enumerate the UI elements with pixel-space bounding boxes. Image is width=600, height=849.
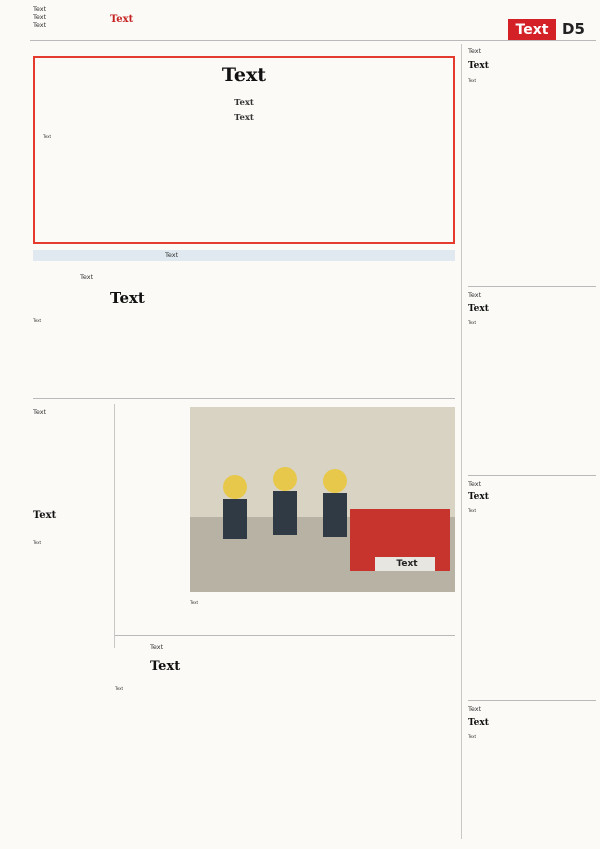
right-item-2-kicker: Text [468,291,482,299]
lead-subtitle-1: Text [234,98,254,108]
right-rule-2 [468,475,596,476]
story-b-kicker: Text [33,408,47,416]
right-item-3-body: Text [468,508,477,513]
story-a-title: Text [110,289,145,307]
right-rule-1 [468,286,596,287]
right-item-4-title: Text [468,718,489,728]
lead-title: Text [221,64,267,86]
story-b-body: Text [33,540,42,545]
story-a-kicker: Text [80,273,94,281]
lead-subtitle-2: Text [234,113,254,123]
lead-body: Text [43,134,52,139]
right-item-3-kicker: Text [468,480,482,488]
date-line: Text [33,5,47,13]
right-item-4-kicker: Text [468,705,482,713]
editor-line: Text [33,21,47,29]
story-c-kicker: Text [150,643,164,651]
right-item-1-kicker: Text [468,47,482,55]
story-c-rule [115,635,455,636]
truck-plate: Text [396,559,418,569]
newspaper-brand: Text [110,14,134,25]
right-col-divider [461,44,462,839]
right-item-1-title: Text [468,61,489,71]
right-item-3-title: Text [468,492,489,502]
story-b-divider [114,404,115,648]
story-b-title: Text [33,510,57,521]
page-number: D5 [562,20,585,38]
right-item-2-body: Text [468,320,477,325]
section-tag: Text [508,19,556,41]
story-a-body: Text [33,318,42,323]
story-c-body: Text [115,686,124,691]
right-item-2-title: Text [468,304,489,314]
banner-strip [33,250,455,261]
right-rule-3 [468,700,596,701]
lead-story-box [33,56,455,244]
story-a-rule [33,398,455,399]
right-item-1-body: Text [468,78,477,83]
banner-label: Text [165,251,179,259]
story-c-title: Text [150,659,181,674]
photo-caption: Text [190,600,199,605]
header-rule [30,40,596,41]
issue-line: Text [33,13,47,21]
right-item-4-body: Text [468,734,477,739]
training-photo [190,407,455,592]
